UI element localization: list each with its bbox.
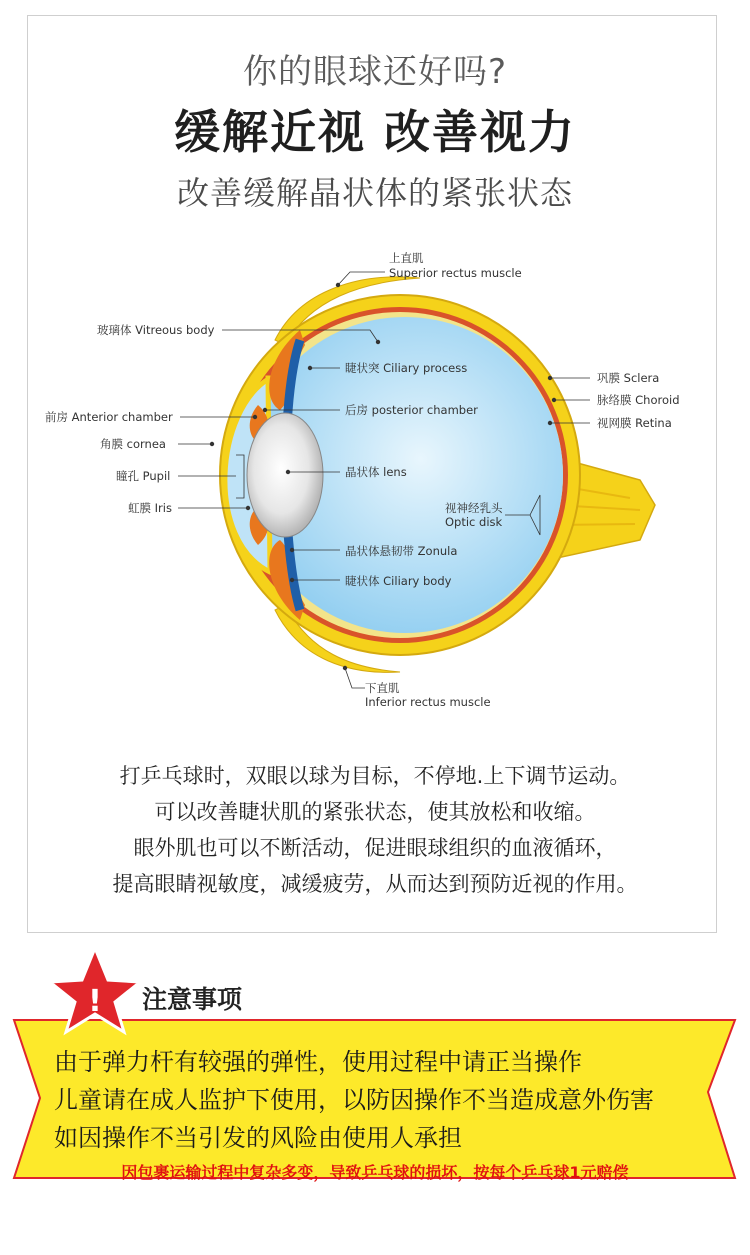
label-optic-zh: 视神经乳头 xyxy=(445,501,503,515)
warning-symbol: ! xyxy=(88,984,102,1019)
eye-anatomy-diagram xyxy=(0,240,750,720)
label-sclera: 巩膜 Sclera xyxy=(597,371,660,385)
label-cornea: 角膜 cornea xyxy=(100,437,166,451)
question-heading: 你的眼球还好吗? xyxy=(242,52,508,92)
subtitle: 改善缓解晶状体的紧张状态 xyxy=(176,174,573,212)
label-ciliary-body: 睫状体 Ciliary body xyxy=(345,574,452,588)
label-ciliary-process: 睫状突 Ciliary process xyxy=(345,361,468,375)
label-inferior-en: Inferior rectus muscle xyxy=(365,695,491,709)
label-vitreous: 玻璃体 Vitreous body xyxy=(97,323,215,337)
label-inferior-zh: 下直肌 xyxy=(365,681,400,695)
label-optic-en: Optic disk xyxy=(445,515,503,529)
notice-title: 注意事项 xyxy=(142,985,243,1014)
label-zonula: 晶状体悬韧带 Zonula xyxy=(345,544,458,558)
label-superior-en: Superior rectus muscle xyxy=(389,266,522,280)
label-superior-zh: 上直肌 xyxy=(389,251,424,265)
label-lens: 晶状体 lens xyxy=(345,465,407,479)
label-posterior-chamber: 后房 posterior chamber xyxy=(345,403,478,417)
notice-line-1: 由于弹力杆有较强的弹性，使用过程中请正当操作 xyxy=(54,1048,582,1076)
label-pupil: 瞳孔 Pupil xyxy=(116,469,171,483)
paragraph-line-4: 提高眼睛视敏度，减缓疲劳，从而达到预防近视的作用。 xyxy=(112,872,638,896)
label-anterior-chamber: 前房 Anterior chamber xyxy=(45,410,173,424)
compensation-notice: 因包裹运输过程中复杂多变，导致乒乓球的损坏，按每个乒乓球1元赔偿 xyxy=(121,1163,629,1182)
paragraph-line-2: 可以改善睫状肌的紧张状态，使其放松和收缩。 xyxy=(154,800,596,824)
notice-line-2: 儿童请在成人监护下使用，以防因操作不当造成意外伤害 xyxy=(54,1086,654,1114)
paragraph-line-1: 打乒乓球时，双眼以球为目标，不停地.上下调节运动。 xyxy=(119,764,631,788)
paragraph-line-3: 眼外肌也可以不断活动，促进眼球组织的血液循环， xyxy=(133,836,617,860)
main-headline: 缓解近视 改善视力 xyxy=(173,105,576,159)
label-choroid: 脉络膜 Choroid xyxy=(597,393,680,407)
lens xyxy=(247,413,323,537)
label-retina: 视网膜 Retina xyxy=(597,416,672,430)
label-iris: 虹膜 Iris xyxy=(128,501,172,515)
notice-line-3: 如因操作不当引发的风险由使用人承担 xyxy=(54,1124,462,1152)
